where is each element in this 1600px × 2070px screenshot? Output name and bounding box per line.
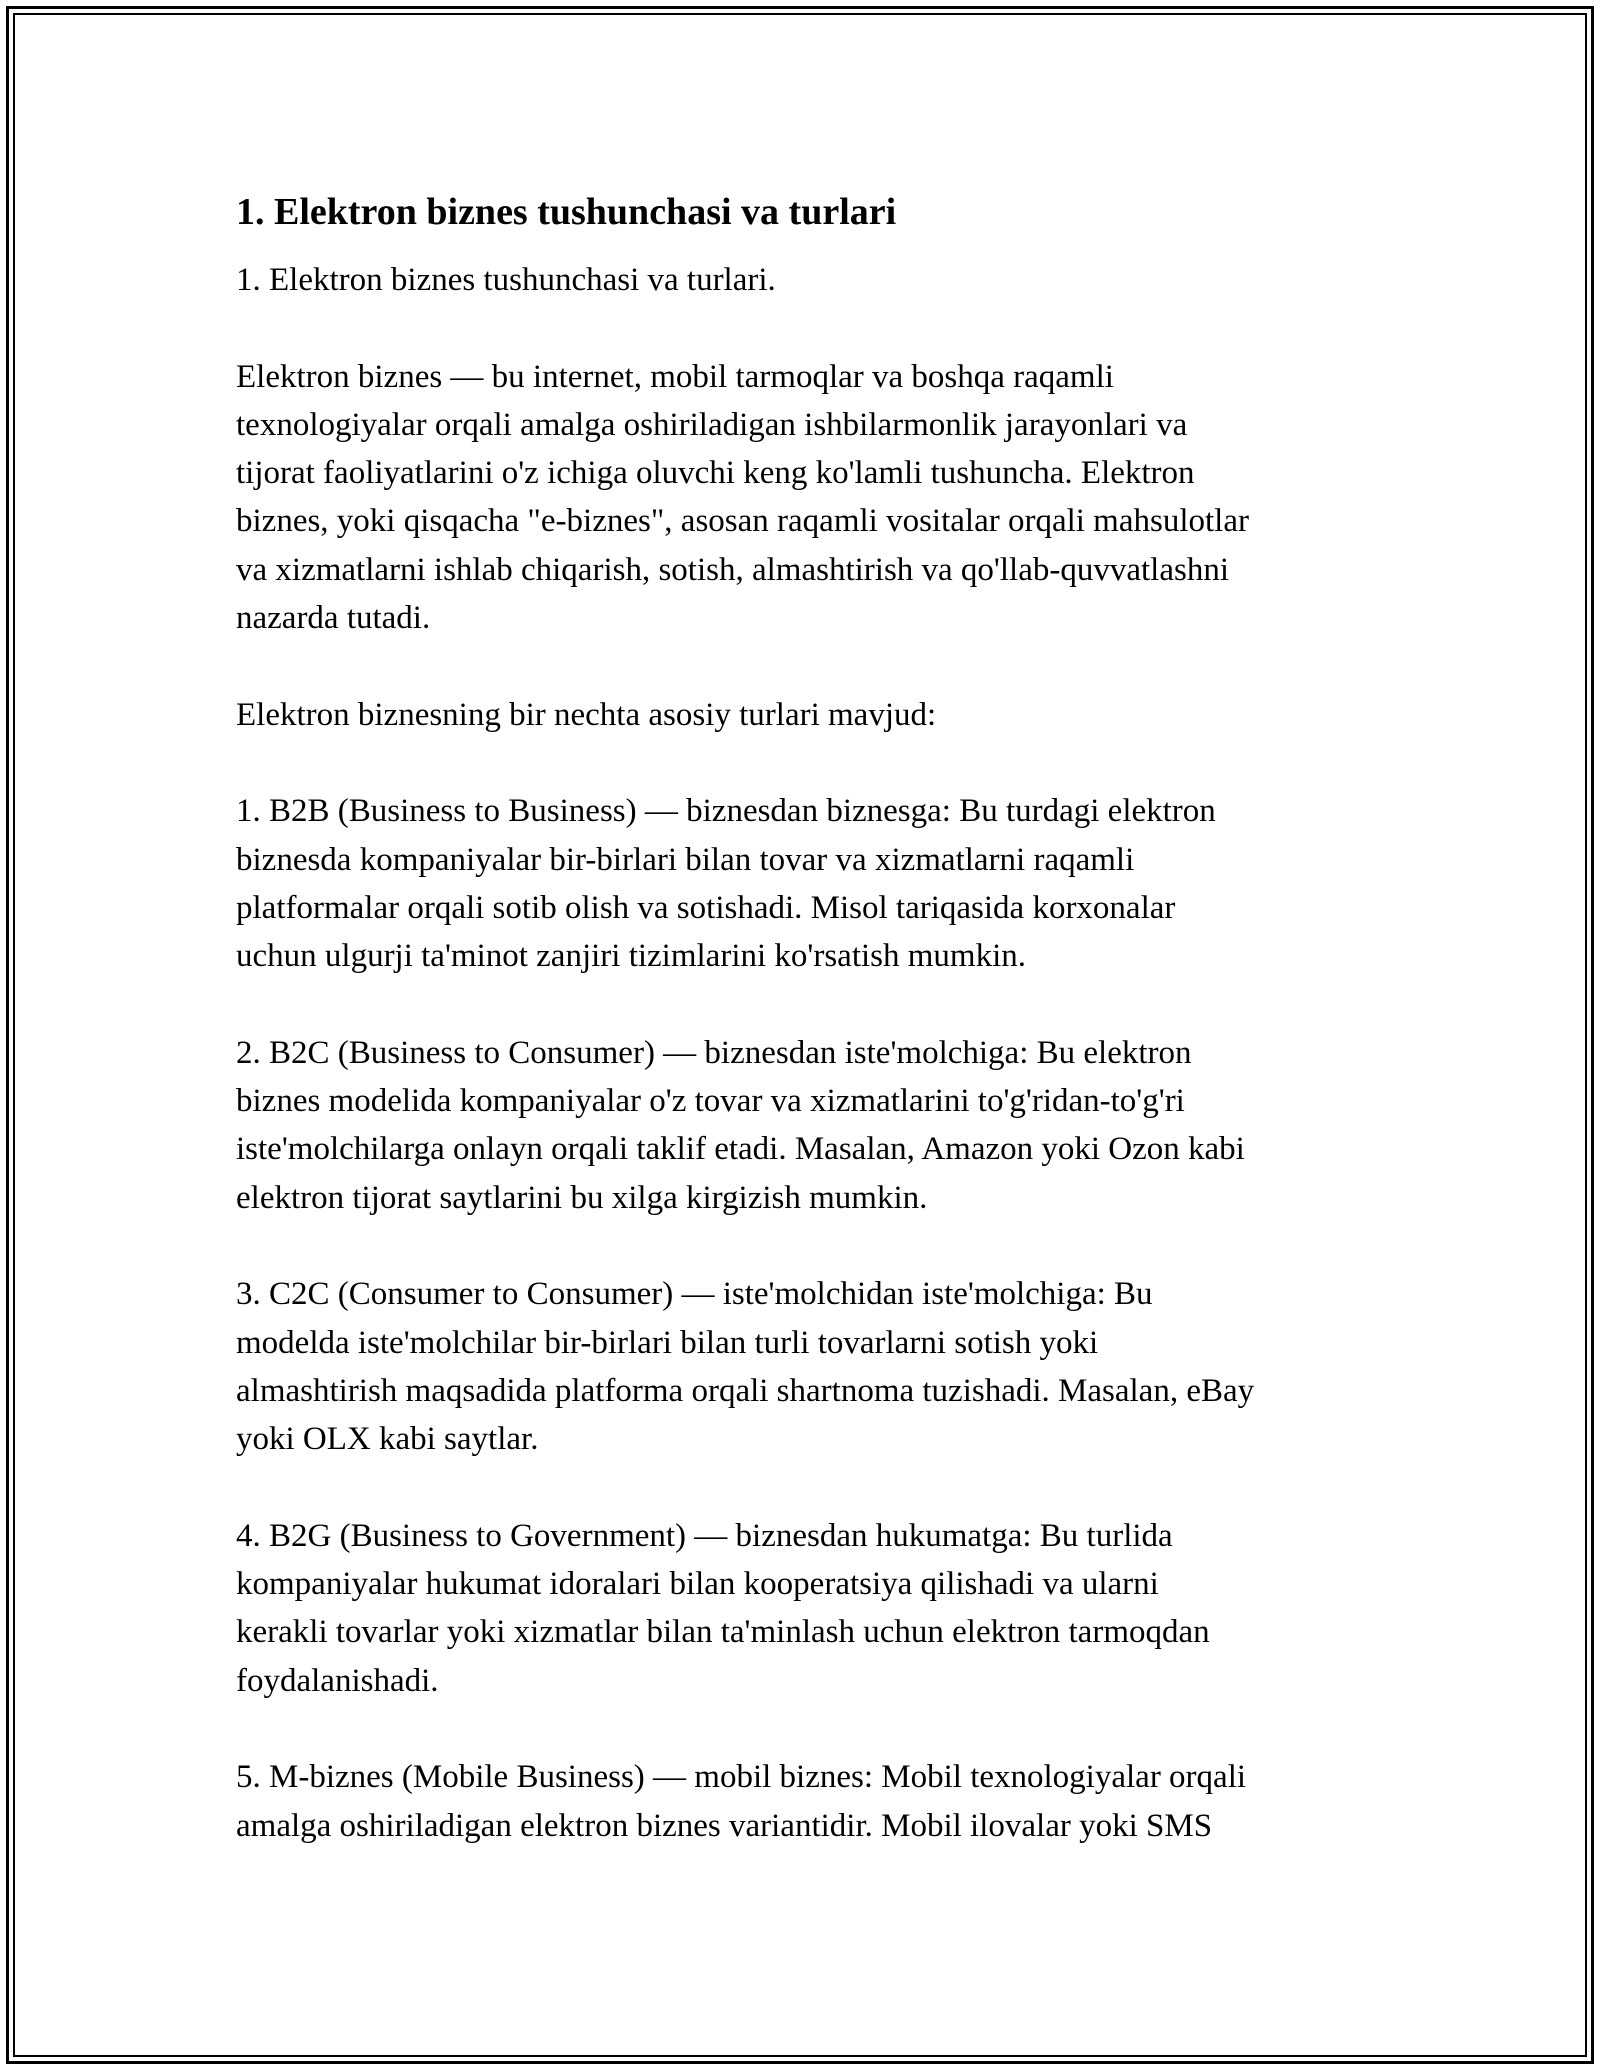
text-line: Elektron biznes — bu internet, mobil tarmoqlar va boshqa raqamli [236, 358, 1114, 395]
text-line: platformalar orqali sotib olish va sotishadi. Misol tariqasida korxonalar [236, 889, 1176, 926]
text-line: foydalanishadi. [236, 1662, 439, 1699]
text-line: 1. Elektron biznes tushunchasi va turlari. [236, 262, 776, 298]
text-line: tijorat faoliyatlarini o'z ichiga oluvchi keng ko'lamli tushuncha. Elektron [236, 455, 1195, 492]
text-line: kerakli tovarlar yoki xizmatlar bilan ta'minlash uchun elektron tarmoqdan [236, 1614, 1210, 1651]
paragraph-intro-heading [236, 256, 1376, 304]
text-line: nazarda tutadi. [236, 600, 431, 637]
text-line: amalga oshiriladigan elektron biznes variantidir. Mobil ilovalar yoki SMS [236, 1807, 1213, 1844]
text-line: 1. B2B (Business to Business) — biznesdan biznesga: Bu turdagi elektron [236, 793, 1216, 830]
paragraph-m-biznes [236, 1753, 1376, 1850]
text-line: texnologiyalar orqali amalga oshiriladigan ishbilarmonlik jarayonlari va [236, 406, 1188, 443]
document-title: 1. Elektron biznes tushunchasi va turlari [236, 191, 897, 233]
text-line: kompaniyalar hukumat idoralari bilan kooperatsiya qilishadi va ularni [236, 1566, 1159, 1603]
text-line: yoki OLX kabi saytlar. [236, 1421, 539, 1458]
text-line: iste'molchilarga onlayn orqali taklif etadi. Masalan, Amazon yoki Ozon kabi [236, 1131, 1245, 1168]
text-line: 5. M-biznes (Mobile Business) — mobil biznes: Mobil texnologiyalar orqali [236, 1759, 1247, 1796]
text-line: modelda iste'molchilar bir-birlari bilan turli tovarlarni sotish yoki [236, 1324, 1099, 1361]
text-line: va xizmatlarni ishlab chiqarish, sotish, almashtirish va qo'llab-quvvatlashni [236, 551, 1229, 588]
text-line: 2. B2C (Business to Consumer) — biznesdan iste'molchiga: Bu elektron [236, 1034, 1192, 1071]
text-line: almashtirish maqsadida platforma orqali shartnoma tuzishadi. Masalan, eBay [236, 1372, 1255, 1409]
text-line: 3. C2C (Consumer to Consumer) — iste'molchidan iste'molchiga: Bu [236, 1276, 1153, 1313]
text-line: biznes, yoki qisqacha "e-biznes", asosan raqamli vositalar orqali mahsulotlar [236, 503, 1249, 540]
text-line: elektron tijorat saytlarini bu xilga kirgizish mumkin. [236, 1179, 928, 1216]
paragraph-types-intro [236, 691, 1376, 739]
paragraph-definition [236, 353, 1376, 643]
paragraph-b2b [236, 787, 1376, 980]
paragraph-b2c [236, 1029, 1376, 1222]
text-line: Elektron biznesning bir nechta asosiy turlari mavjud: [236, 696, 937, 733]
text-line: biznesda kompaniyalar bir-birlari bilan tovar va xizmatlarni raqamli [236, 841, 1135, 878]
text-line: biznes modelida kompaniyalar o'z tovar va xizmatlarini to'g'ridan-to'g'ri [236, 1083, 1185, 1120]
text-line: uchun ulgurji ta'minot zanjiri tizimlarini ko'rsatish mumkin. [236, 938, 1027, 975]
paragraph-b2g [236, 1512, 1376, 1705]
document-body [236, 186, 1376, 1850]
paragraph-c2c [236, 1270, 1376, 1463]
text-line: 4. B2G (Business to Government) — biznesdan hukumatga: Bu turlida [236, 1517, 1173, 1554]
